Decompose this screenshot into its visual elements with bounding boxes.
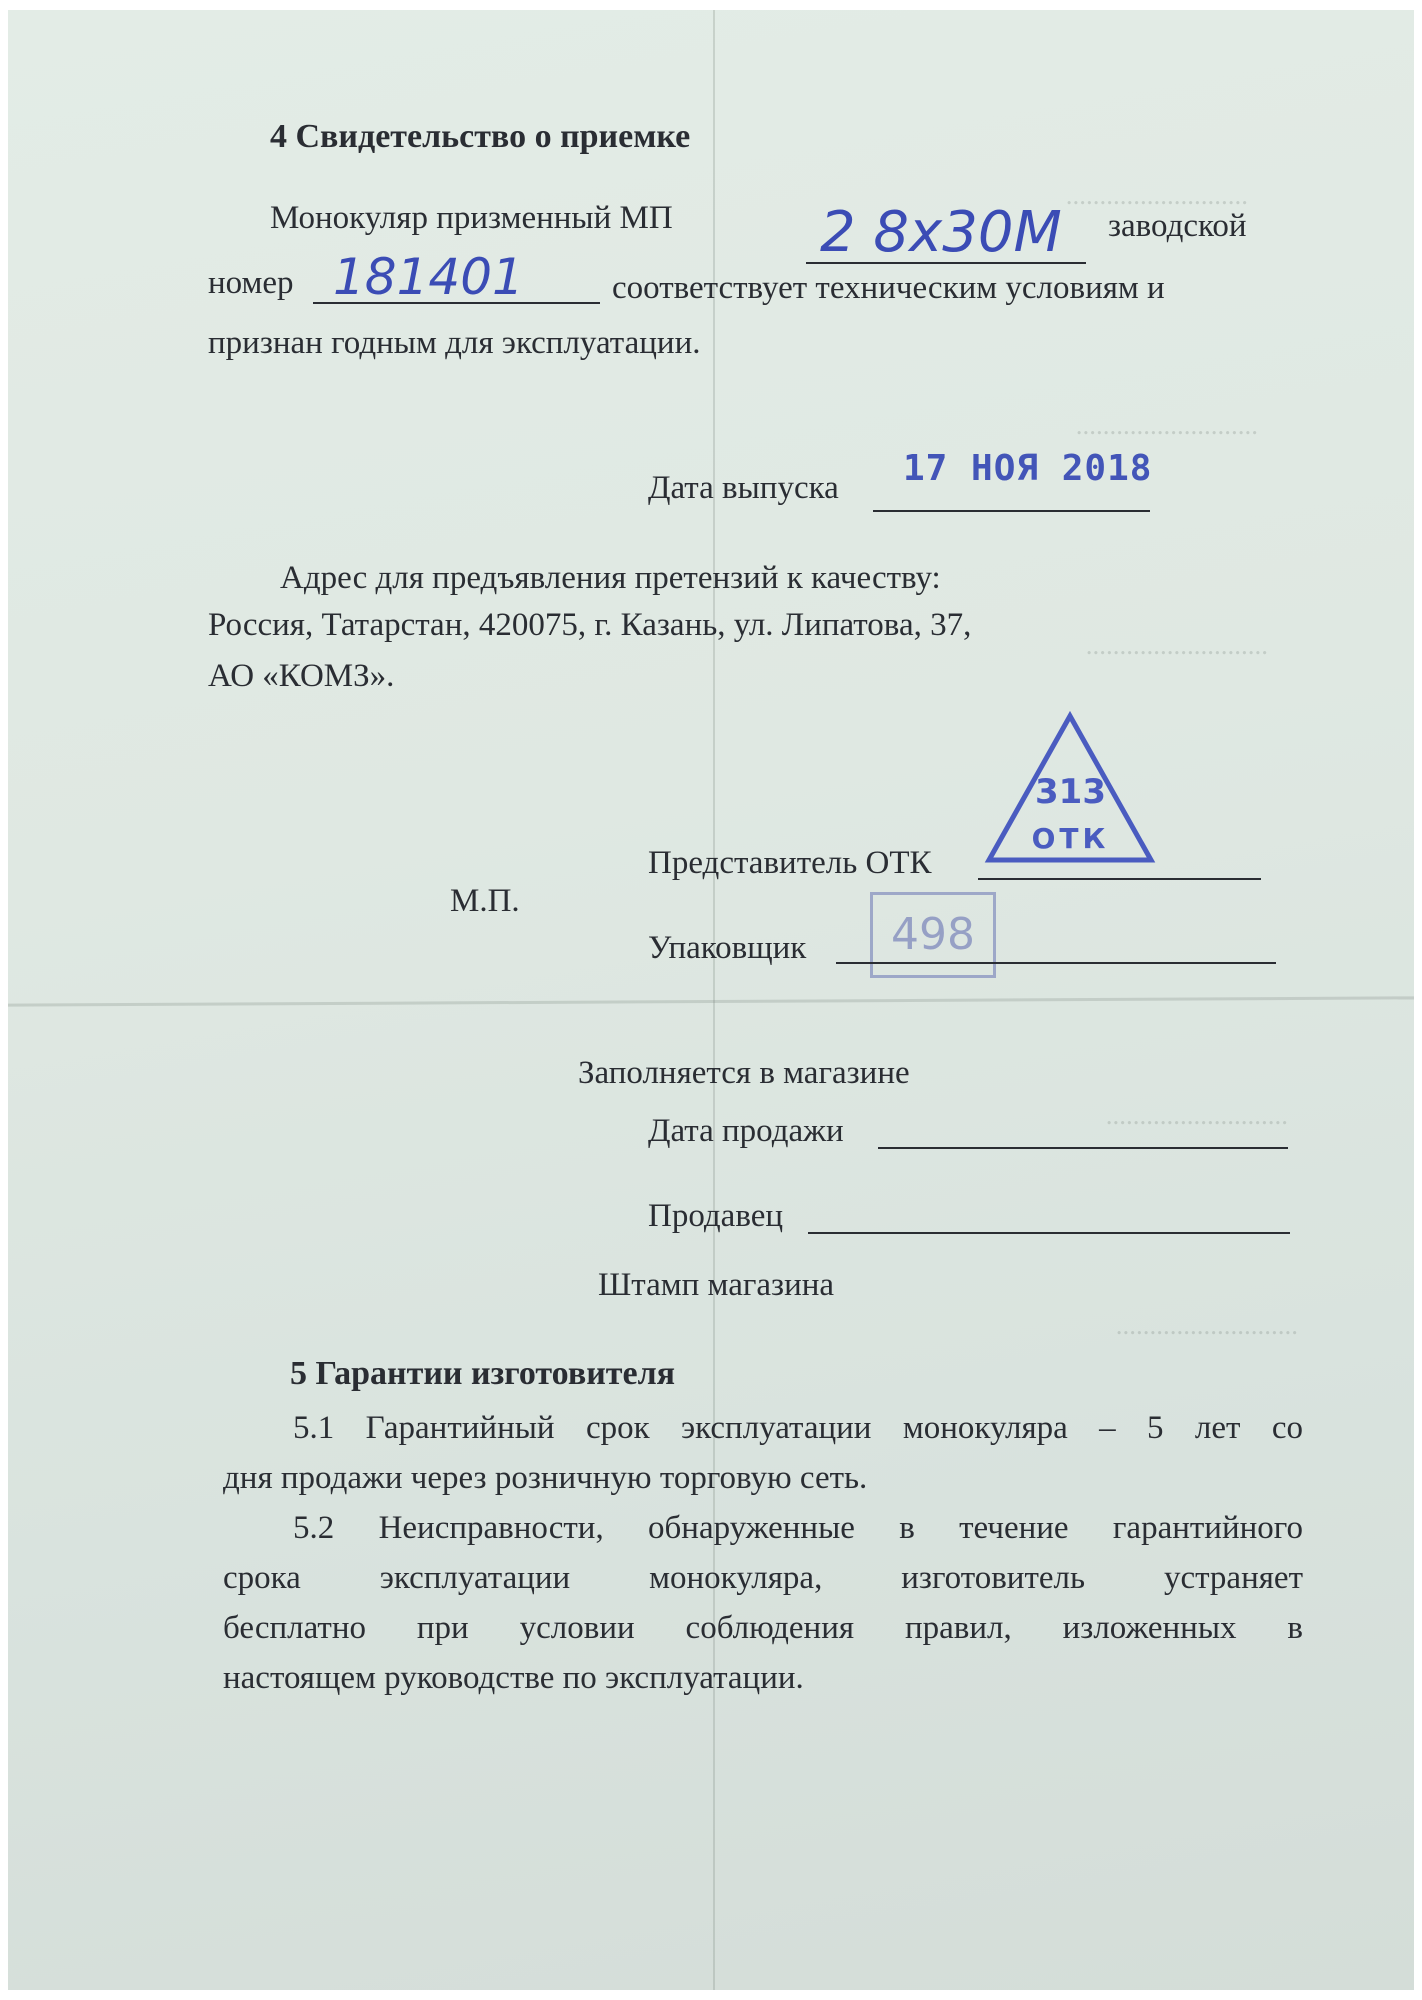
packer-stamp: 498: [870, 892, 996, 978]
shop-header: Заполняется в магазине: [578, 1055, 910, 1091]
release-date-label: Дата выпуска: [648, 470, 839, 506]
seller-label: Продавец: [648, 1198, 784, 1234]
otk-stamp-number: 313: [1035, 772, 1106, 812]
address-label: Адрес для предъявления претензий к качеству:: [280, 560, 941, 596]
warranty-p2-line4: настоящем руководстве по эксплуатации.: [223, 1660, 804, 1696]
model-handwritten: 2 8х30М: [820, 200, 1062, 265]
warranty-p2-line3: бесплатно при условии соблюдения правил, изложенных в: [223, 1610, 1303, 1646]
company-name: АО «КОМЗ».: [208, 658, 395, 694]
acceptance-text: признан годным для эксплуатации.: [208, 325, 701, 361]
sale-date-underline: [878, 1147, 1288, 1149]
seller-underline: [808, 1232, 1290, 1234]
shop-stamp-label: Штамп магазина: [598, 1267, 835, 1303]
otk-rep-underline: [978, 878, 1261, 880]
fold-crease: [8, 996, 1414, 1006]
seal-place-label: М.П.: [450, 883, 520, 919]
address-line: Россия, Татарстан, 420075, г. Казань, ул. Липатова, 37,: [208, 607, 972, 643]
number-label: номер: [208, 265, 294, 301]
packer-label: Упаковщик: [648, 930, 807, 966]
factory-label: заводской: [1108, 208, 1247, 244]
warranty-p2-line2: срока эксплуатации монокуляра, изготовитель устраняет: [223, 1560, 1303, 1596]
packer-underline: [836, 962, 1276, 964]
otk-stamp-label: ОТК: [1031, 822, 1110, 855]
conformity-text: соответствует техническим условиям и: [612, 270, 1165, 306]
release-date-stamp: 17 НОЯ 2018: [903, 448, 1153, 489]
otk-rep-label: Представитель ОТК: [648, 845, 932, 881]
section4-heading: 4 Свидетельство о приемке: [270, 118, 691, 155]
warranty-p1-line2: дня продажи через розничную торговую сеть.: [223, 1460, 868, 1496]
document-page: ........................... ........................... ........................... ........................... ........................... 4 Свидетельство о приемке Монокуляр призменный МП 2 8х30М заводской номер 181401 соответствует техническим условиям и признан годным для эксплуатации. Дата выпуска 17 НОЯ 2018 Адрес для предъявления претензий к качеству: Россия, Татарстан, 420075, г. Казань, ул. Липатова, 37, АО «КОМЗ». 313 ОТК Представитель ОТК М.П. 498 Упаковщик Заполняется в магазине Дата продажи Продавец Штамп магазина 5 Гарантии изготовителя 5.1 Гарантийный срок эксплуатации монокуляра – 5 лет со дня продажи через розничную торговую сеть. 5.2 Неисправности, обнаруженные в течение гарантийного срока эксплуатации монокуляра, изготовитель устраняет бесплатно при условии соблюдения правил, изложенных в настоящем руководстве по эксплуатации.: [8, 10, 1414, 1990]
sale-date-label: Дата продажи: [648, 1113, 844, 1149]
section5-heading: 5 Гарантии изготовителя: [290, 1355, 676, 1392]
monocular-label: Монокуляр призменный МП: [270, 200, 673, 236]
warranty-p1-line1: 5.1 Гарантийный срок эксплуатации монокуляра – 5 лет со: [293, 1410, 1303, 1446]
serial-handwritten: 181401: [333, 248, 524, 306]
warranty-p2-line1: 5.2 Неисправности, обнаруженные в течение гарантийного: [293, 1510, 1303, 1546]
release-date-underline: [873, 510, 1150, 512]
